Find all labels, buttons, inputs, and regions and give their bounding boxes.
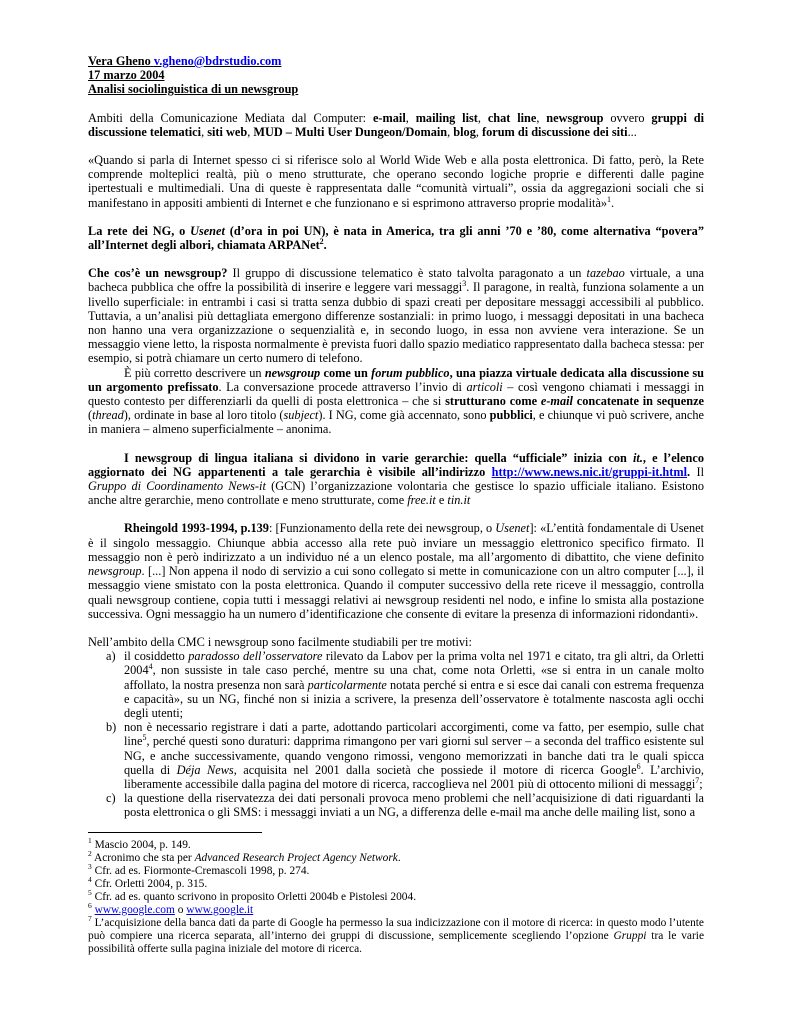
paragraph-usenet-origin: La rete dei NG, o Usenet (d’ora in poi UN), è nata in America, tra gli anni ’70 e ’80, come alternativa “povera” all’Internet degli albori, chiamata ARPANet$^2$. [88, 223, 704, 253]
list-item: a) il cosiddetto paradosso dell’osservatore rilevato da Labov per la prima volta nel 1971 e citato, tra gli altri, da Orletti 2004$^4$, non sussiste in tale caso perché, mentre su una chat, come nota Orletti, «se si entra in un canale molto affollato, la nostra presenza non sarà particolarmente notata perché si entra e si esce dai canali con estrema frequenza e capacità», su un NG, finché non si inizia a scrivere, la presenza dell’osservatore è totalmente nascosta agli occhi degli utenti; [106, 649, 705, 720]
document-header [88, 54, 704, 97]
document-title: Analisi sociolinguistica di un newsgroup [88, 82, 299, 97]
paragraph-rheingold-quote: Rheingold 1993-1994, p.139: [Funzionamento della rete dei newsgroup, o Usenet]: «L’entità fondamentale di Usenet è il singolo messaggio. Chiunque abbia accesso alla rete può inviare un messaggio elettronico specifico firmato. Il messaggio non è però indirizzato a un individuo né a un elenco postale, ma all’argomento di dibattito, che viene definito newsgroup. [...] Non appena il nodo di servizio a cui sono collegato si mette in comunicazione con un altro computer [...], il messaggio viene smistato con la posta elettronica. Quando il computer successivo della rete riceve il messaggio, controlla quali newsgroup contiene, copia tutti i messaggi relativi ai newsgroup residenti nel nodo, e infine lo smista alla postazione successiva. Ogni messaggio ha un numero d’identificazione che consente di evitare la presenza di informazioni ridondanti». [88, 521, 704, 621]
author-name: Vera Gheno [88, 54, 151, 68]
paragraph-what-is-newsgroup: Che cos’è un newsgroup? Il gruppo di discussione telematico è stato talvolta paragonato a un tazebao virtuale, a una bacheca pubblica che offre la possibilità di inserire e leggere vari messaggi$^3$. Il paragone, in realtà, funziona solamente a un livello superficiale: in entrambi i casi si tratta senza dubbio di spazi creati per depositare messaggi accessibili al pubblico. Tuttavia, a un’analisi più dettagliata emergono differenze sostanziali: in primo luogo, i messaggi depositati in una bacheca non hanno una vera organizzazione o sequenzialità e, in secondo luogo, in essa non avviene vera interazione. Se un messaggio viene letto, la risposta normalmente è prevista fuori dallo spazio mediatico rappresentato dalla bacheca stessa: per esempio, si potrà chiamare un certo numero di telefono. [88, 266, 704, 366]
paragraph-italian-hierarchies: I newsgroup di lingua italiana si dividono in varie gerarchie: quella “ufficiale” inizia con it., e l’elenco aggiornato dei NG appartenenti a tale gerarchia è visibile all’indirizzo http://www.news.nic.it/gruppi-it.html. Il Gruppo di Coordinamento News-it (GCN) l’organizzazione volontaria che gestisce lo spazio ufficiale italiano. Esistono anche altre gerarchie, meno controllate e meno strutturate, come free.it e tin.it [88, 450, 704, 508]
footnote-ref: 4 [148, 662, 153, 672]
list-item: c) la questione della riservatezza dei dati personali provoca meno problemi che nell’acquisizione di dati riguardanti la posta elettronica o gli SMS: i messaggi inviati a un NG, a differenza delle e-mail ma anche delle mailing list, sono a [106, 791, 704, 820]
paragraph-cmc-areas: Ambiti della Comunicazione Mediata dal Computer: e-mail, mailing list, chat line, newsgroup ovvero gruppi di discussione telematici, siti web, MUD – Multi User Dungeon/Domain, blog, forum di discussione dei siti... [88, 110, 704, 139]
google-it-link[interactable]: www.google.it [186, 903, 254, 916]
gruppi-it-link[interactable]: http://www.news.nic.it/gruppi-it.html [491, 464, 688, 479]
document-page [88, 54, 704, 956]
footnote-ref: 6 [636, 761, 641, 771]
paragraph-reasons-intro: Nell’ambito della CMC i newsgroup sono facilmente studiabili per tre motivi: [88, 634, 472, 649]
footnote-2: $^2$ Acronimo che sta per Advanced Research Project Agency Network. [88, 848, 401, 864]
footnote-ref: 2 [319, 236, 324, 246]
footnotes [88, 835, 704, 956]
author-line [88, 54, 704, 68]
author-email-link[interactable]: v.gheno@bdrstudio.com [153, 54, 282, 68]
reasons-list [88, 649, 704, 819]
footnote-separator [88, 832, 262, 833]
footnote-3: $^3$ Cfr. ad es. Fiormonte-Cremascoli 1998, p. 274. [88, 861, 310, 877]
footnote-ref: 7 [695, 775, 700, 785]
footnote-7: $^7$ L’acquisizione della banca dati da parte di Google ha permesso la sua indicizzazione con il motore di ricerca: in questo modo l’utente può compiere una ricerca separata, all’interno dei gruppi di discussione, semplicemente scegliendo l’opzione Gruppi tra le varie possibilità offerte sulla pagina iniziale del motore di ricerca. [88, 913, 704, 955]
document-date: 17 marzo 2004 [88, 68, 165, 83]
footnote-ref: 1 [607, 194, 612, 204]
footnote-4: $^4$ Cfr. Orletti 2004, p. 315. [88, 874, 208, 890]
paragraph-quote-internet: «Quando si parla di Internet spesso ci si riferisce solo al World Wide Web e alla posta elettronica. Di fatto, però, la Rete comprende molteplici realtà, più o meno strutturate, che operano secondo logiche proprie e differenti dalle pagine ipertestuali e multimediali. Una di queste è rappresentata dalle “comunità virtuali”, ossia da aggregazioni sociali che si manifestano in appositi ambienti di Internet e che funzionano e si esprimono attraverso proprie modalità»$^1$. [88, 153, 704, 210]
footnote-6: $^6$ www.google.com o www.google.it [88, 900, 254, 916]
footnote-ref: 5 [142, 733, 147, 743]
list-item: b) non è necessario registrare i dati a parte, adottando particolari accorgimenti, come va fatto, per esempio, sulle chat line$^5$, perché questi sono duraturi: dapprima rimangono per vari giorni sul server – a seconda del traffico esistente sul NG, e anche successivamente, quando vengono rimossi, vengono memorizzati in banche dati tra le quali spicca quella di Déja News, acquisita nel 2001 dalla società che possiede il motore di ricerca Google$^6$. L’archivio, liberamente accessibile dalla pagina del motore di ricerca, raccoglieva nel 2001 più di ottocento milioni di messaggi$^7$; [106, 720, 704, 791]
footnote-ref: 3 [462, 279, 467, 289]
footnote-1: $^1$ Mascio 2004, p. 149. [88, 835, 191, 851]
paragraph-forum-pubblico: È più corretto descrivere un newsgroup come un forum pubblico, una piazza virtuale dedicata alla discussione su un argomento prefissato. La conversazione procede attraverso l’invio di articoli – così vengono chiamati i messaggi in questo contesto per differenziarli da quelli di posta elettronica – che si strutturano come e-mail concatenate in sequenze (thread), ordinate in base al loro titolo (subject). I NG, come già accennato, sono pubblici, e chiunque vi può scrivere, anche in maniera – almeno superficialmente – anonima. [88, 365, 705, 437]
google-com-link[interactable]: www.google.com [94, 903, 175, 916]
footnote-5: $^5$ Cfr. ad es. quanto scrivono in proposito Orletti 2004b e Pistolesi 2004. [88, 887, 417, 903]
